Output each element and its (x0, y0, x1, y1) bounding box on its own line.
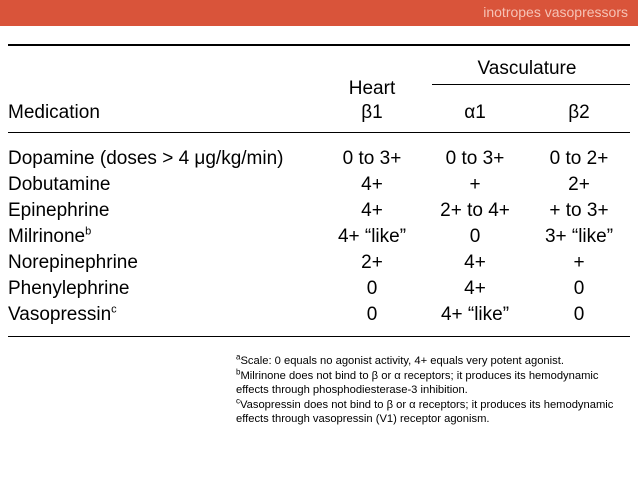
beta2-value: 0 (573, 278, 585, 299)
vasculature-header: Vasculature (477, 58, 577, 79)
table-row (8, 148, 630, 174)
beta1-header: β1 (361, 102, 383, 123)
beta2-value: + (573, 252, 585, 273)
table-row (8, 252, 630, 278)
beta2-value: + to 3+ (549, 200, 609, 221)
beta1-value: 2+ (361, 252, 383, 273)
footnote-mark: c (236, 395, 240, 405)
beta2-header: β2 (568, 102, 590, 123)
beta1-value: 4+ (361, 200, 383, 221)
beta1-value: 4+ (361, 174, 383, 195)
footnote-marker: c (111, 303, 117, 316)
table-row (8, 174, 630, 200)
header-bar (0, 0, 638, 26)
beta2-value: 2+ (568, 174, 590, 195)
medication-name: Milrinone$^b$ (8, 225, 92, 247)
footnote-mark: b (236, 366, 241, 376)
alpha1-value: 4+ (464, 252, 486, 273)
beta1-value: 0 to 3+ (342, 148, 402, 169)
alpha1-value: 4+ “like” (440, 304, 510, 325)
medication-name: Dopamine (doses > 4 μg/kg/min) (8, 148, 284, 169)
table-bottom-rule (8, 336, 630, 337)
beta1-value: 4+ “like” (337, 226, 407, 247)
heart-header: Heart (348, 78, 396, 99)
beta1-value: 0 (366, 278, 378, 299)
beta2-value: 3+ “like” (544, 226, 614, 247)
beta1-value: 0 (366, 304, 378, 325)
table-row (8, 278, 630, 304)
medication-name: Phenylephrine (8, 278, 130, 299)
alpha1-value: 0 (469, 226, 481, 247)
alpha1-value: + (469, 174, 481, 195)
header-rule (8, 132, 630, 133)
table-row (8, 200, 630, 226)
alpha1-value: 0 to 3+ (445, 148, 505, 169)
medication-name: Vasopressin$^c$ (8, 303, 117, 325)
footnotes (236, 354, 630, 427)
footnote-c (236, 395, 630, 427)
footnote-text: Scale: 0 equals no agonist activity, 4+ equals very potent agonist. (240, 355, 564, 367)
slide-title: inotropes vasopressors (483, 4, 628, 20)
medication-header: Medication (8, 102, 100, 123)
footnote-text: Vasopressin does not bind to β or α receptors; it produces its hemodynamic effects through vasopressin (V1) receptor agonism. (236, 398, 614, 425)
table-row (8, 304, 630, 330)
medication-name: Dobutamine (8, 174, 111, 195)
footnote-mark: a (236, 352, 241, 362)
alpha1-header: α1 (464, 102, 486, 123)
footnote-b (236, 366, 630, 398)
medication-name: Epinephrine (8, 200, 110, 221)
table-top-rule (8, 44, 630, 46)
footnote-marker: b (85, 225, 92, 238)
footnote-text: Milrinone does not bind to β or α receptors; it produces its hemodynamic effects through phosphodiesterase-3 inhibition. (236, 369, 599, 396)
medication-name: Norepinephrine (8, 252, 138, 273)
vasculature-rule (432, 84, 630, 85)
table-row (8, 226, 630, 252)
alpha1-value: 2+ to 4+ (440, 200, 510, 221)
footnote-a (236, 354, 630, 369)
beta2-value: 0 (573, 304, 585, 325)
beta2-value: 0 to 2+ (549, 148, 609, 169)
alpha1-value: 4+ (464, 278, 486, 299)
